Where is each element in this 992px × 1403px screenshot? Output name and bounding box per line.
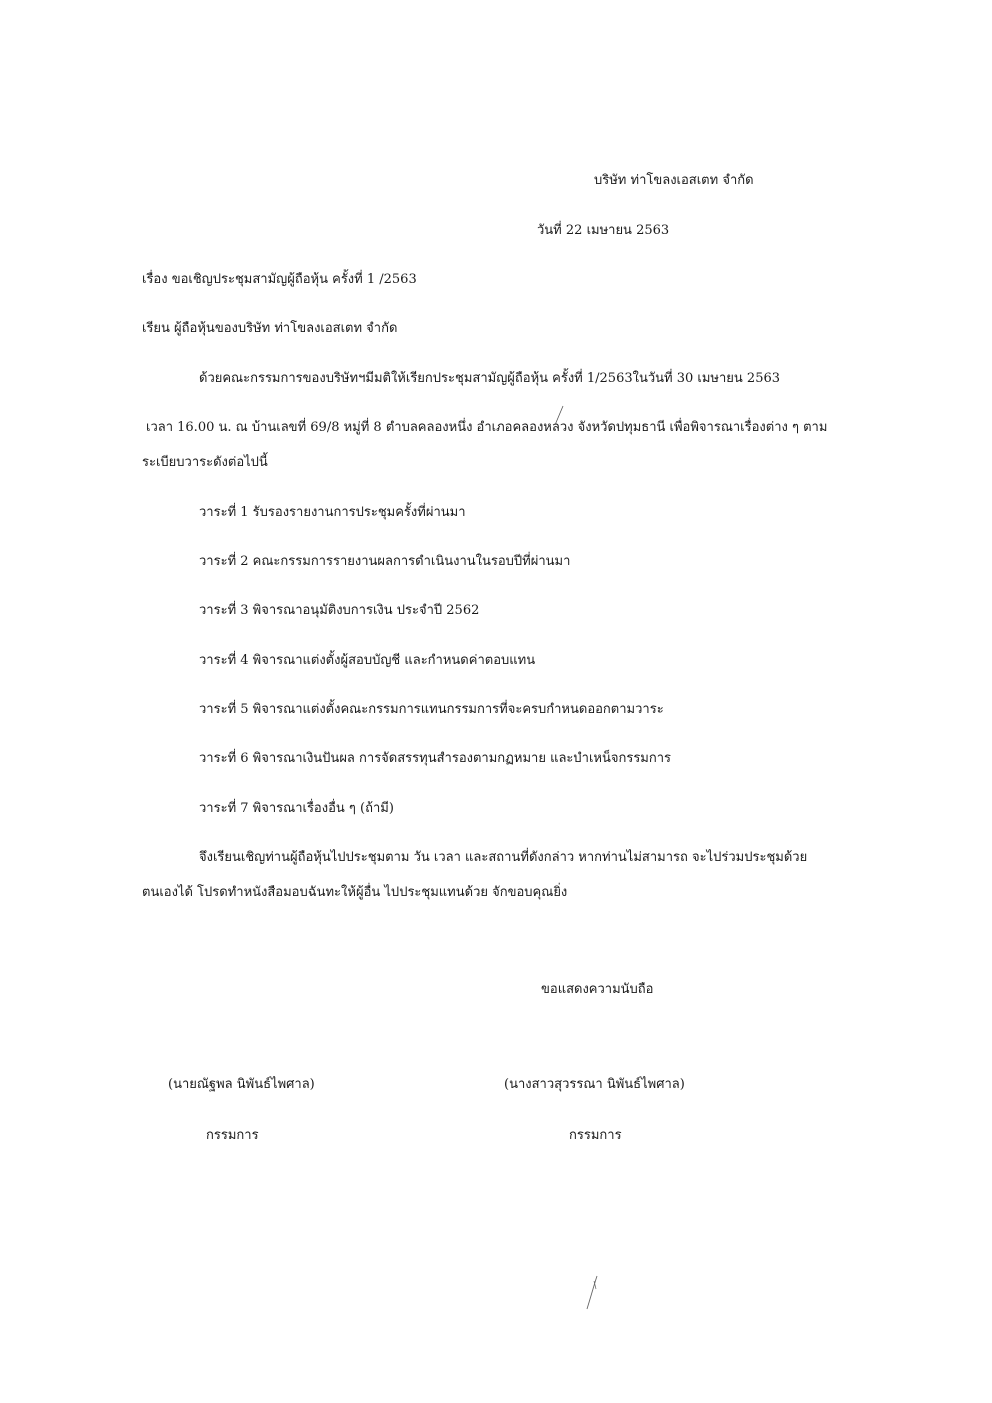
agenda-item: วาระที่ 5 พิจารณาแต่งตั้งคณะกรรมการแทนกรรมการที่จะครบกำหนดออกตามวาระ [199, 702, 664, 717]
agenda-item: วาระที่ 3 พิจารณาอนุมัติงบการเงิน ประจำปี 2562 [199, 603, 480, 618]
signatory-title-right: กรรมการ [569, 1128, 622, 1143]
paragraph-1-line-2: เวลา 16.00 น. ณ บ้านเลขที่ 69/8 หมู่ที่ 8 ตำบลคลองหนึ่ง อำเภอคลองหลวง จังหวัดปทุมธานี เพื่อพิจารณาเรื่องต่าง ๆ ตาม [146, 420, 828, 435]
pen-mark [584, 1275, 600, 1311]
pen-mark [552, 405, 566, 427]
signatory-name-right: (นางสาวสุวรรณา นิพันธ์ไพศาล) [504, 1077, 685, 1092]
paragraph-1-line-1: ด้วยคณะกรรมการของบริษัทฯมีมติให้เรียกประชุมสามัญผู้ถือหุ้น ครั้งที่ 1/2563ในวันที่ 30 เมษายน 2563 [199, 371, 781, 386]
signatory-title-left: กรรมการ [206, 1128, 259, 1143]
letter-date: วันที่ 22 เมษายน 2563 [537, 223, 670, 238]
agenda-item: วาระที่ 6 พิจารณาเงินปันผล การจัดสรรทุนสำรองตามกฏหมาย และบำเหน็จกรรมการ [199, 751, 672, 766]
paragraph-2-line-1: จึงเรียนเชิญท่านผู้ถือหุ้นไปประชุมตาม วัน เวลา และสถานที่ดังกล่าว หากท่านไม่สามารถ จะไปร่วมประชุมด้วย [199, 850, 808, 865]
agenda-item: วาระที่ 7 พิจารณาเรื่องอื่น ๆ (ถ้ามี) [199, 801, 394, 816]
agenda-item: วาระที่ 1 รับรองรายงานการประชุมครั้งที่ผ่านมา [199, 505, 466, 520]
subject-line: เรื่อง ขอเชิญประชุมสามัญผู้ถือหุ้น ครั้งที่ 1 /2563 [142, 272, 417, 287]
recipient-line: เรียน ผู้ถือหุ้นของบริษัท ท่าโขลงเอสเตท จำกัด [142, 321, 398, 336]
company-name: บริษัท ท่าโขลงเอสเตท จำกัด [594, 173, 754, 188]
signatory-name-left: (นายณัฐพล นิพันธ์ไพศาล) [168, 1077, 315, 1092]
paragraph-2-line-2: ตนเองได้ โปรดทำหนังสือมอบฉันทะให้ผู้อื่น ไปประชุมแทนด้วย จักขอบคุณยิ่ง [142, 885, 568, 900]
agenda-item: วาระที่ 4 พิจารณาแต่งตั้งผู้สอบบัญชี และกำหนดค่าตอบแทน [199, 653, 536, 668]
closing-phrase: ขอแสดงความนับถือ [541, 982, 654, 997]
paragraph-1-line-3: ระเบียบวาระดังต่อไปนี้ [142, 455, 268, 470]
agenda-item: วาระที่ 2 คณะกรรมการรายงานผลการดำเนินงานในรอบปีที่ผ่านมา [199, 554, 571, 569]
